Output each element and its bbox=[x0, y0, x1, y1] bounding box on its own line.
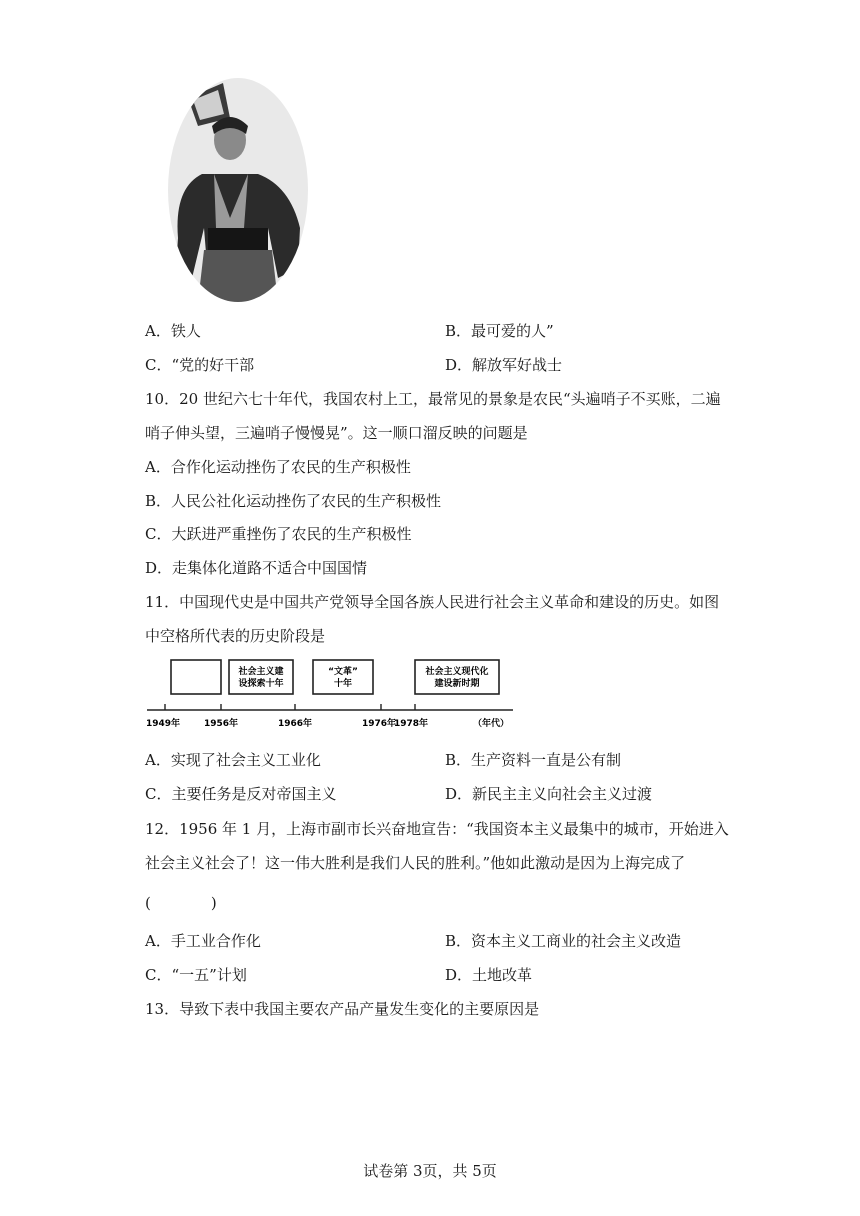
question-13-stem: 13．导致下表中我国主要农产品产量发生变化的主要原因是 bbox=[145, 1000, 540, 1018]
timeline-box-mod-l1: 社会主义现代化 bbox=[425, 667, 489, 677]
timeline-year-1976: 1976年 bbox=[361, 719, 397, 729]
history-timeline-figure bbox=[145, 652, 515, 732]
option-b[interactable]: B．最可爱的人” bbox=[445, 322, 554, 340]
question-10-stem-line2: 哨子伸头望，三遍哨子慢慢晃”。这一顺口溜反映的问题是 bbox=[145, 424, 528, 442]
timeline-box-cr-l2: 十年 bbox=[333, 679, 353, 689]
question-11-stem-line1: 11．中国现代史是中国共产党领导全国各族人民进行社会主义革命和建设的历史。如图 bbox=[145, 593, 720, 611]
timeline-year-1949: 1949年 bbox=[145, 719, 181, 729]
option-a[interactable]: A．合作化运动挫伤了农民的生产积极性 bbox=[145, 458, 411, 476]
timeline-box-blank bbox=[171, 660, 221, 694]
option-b[interactable]: B．人民公社化运动挫伤了农民的生产积极性 bbox=[145, 492, 442, 510]
option-b[interactable]: B．生产资料一直是公有制 bbox=[445, 751, 622, 769]
answer-blank: ( ) bbox=[145, 894, 217, 912]
option-a[interactable]: A．铁人 bbox=[145, 322, 201, 340]
option-c[interactable]: C．“一五”计划 bbox=[145, 966, 247, 984]
question-12-stem-line1: 12．1956 年 1 月，上海市副市长兴奋地宣告：“我国资本主义最集中的城市，开始进入 bbox=[145, 820, 729, 838]
option-d[interactable]: D．新民主主义向社会主义过渡 bbox=[445, 785, 653, 803]
question-10-stem-line1: 10．20 世纪六七十年代，我国农村上工，最常见的景象是农民“头遍哨子不买账，二遍 bbox=[145, 390, 721, 408]
timeline-year-1978: 1978年 bbox=[393, 719, 429, 729]
option-a[interactable]: A．实现了社会主义工业化 bbox=[145, 751, 321, 769]
option-a[interactable]: A．手工业合作化 bbox=[145, 932, 261, 950]
timeline-year-1966: 1966年 bbox=[277, 719, 313, 729]
option-c[interactable]: C．主要任务是反对帝国主义 bbox=[145, 785, 337, 803]
timeline-unit-label: （年代） bbox=[472, 719, 510, 729]
historical-portrait-photo bbox=[168, 78, 308, 302]
timeline-box-exploration-l1: 社会主义建 bbox=[238, 667, 284, 677]
option-d[interactable]: D．走集体化道路不适合中国国情 bbox=[145, 559, 368, 577]
option-d[interactable]: D．解放军好战士 bbox=[445, 356, 563, 374]
page-footer: 试卷第 3页，共 5页 bbox=[363, 1162, 497, 1180]
timeline-box-mod-l2: 建设新时期 bbox=[434, 679, 480, 689]
option-c[interactable]: C．大跃进严重挫伤了农民的生产积极性 bbox=[145, 525, 412, 543]
option-b[interactable]: B．资本主义工商业的社会主义改造 bbox=[445, 932, 682, 950]
question-12-stem-line2: 社会主义社会了！这一伟大胜利是我们人民的胜利。”他如此激动是因为上海完成了 bbox=[145, 854, 686, 872]
timeline-box-cr-l1: “文革” bbox=[328, 667, 358, 677]
option-c[interactable]: C．“党的好干部 bbox=[145, 356, 255, 374]
option-d[interactable]: D．土地改革 bbox=[445, 966, 533, 984]
timeline-box-exploration-l2: 设探索十年 bbox=[238, 679, 284, 689]
question-11-stem-line2: 中空格所代表的历史阶段是 bbox=[145, 627, 326, 645]
timeline-year-1956: 1956年 bbox=[203, 719, 239, 729]
